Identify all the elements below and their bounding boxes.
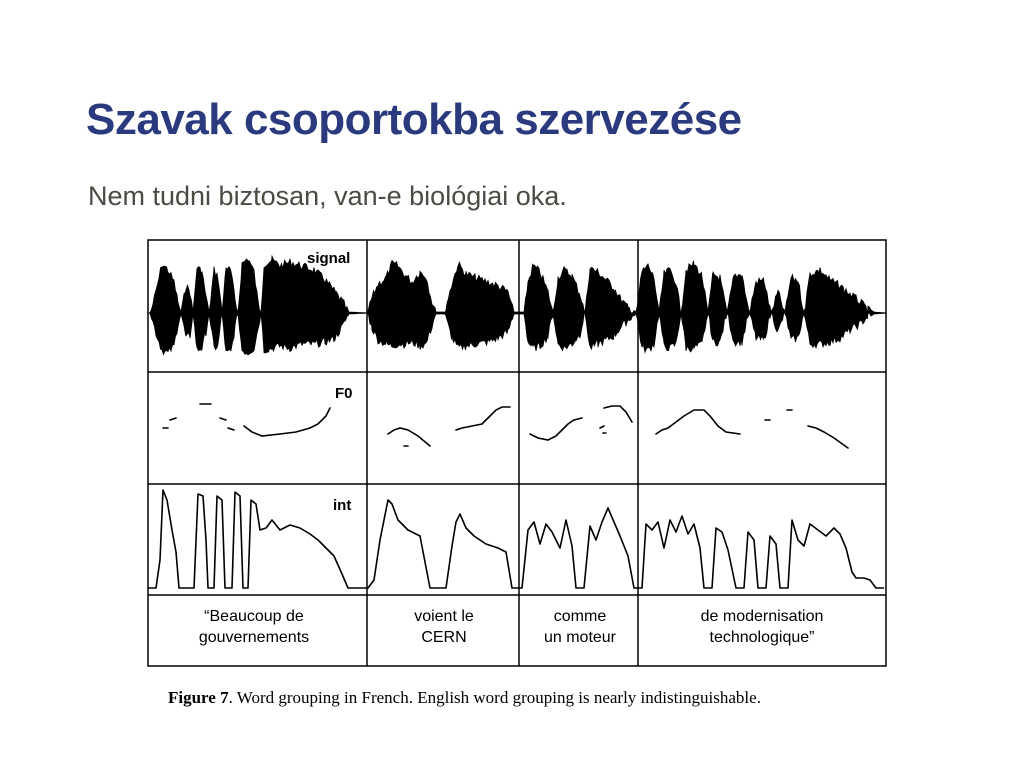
signal-waveform (150, 256, 885, 355)
f0-contour-segment (170, 418, 176, 420)
figure-caption (168, 688, 761, 708)
signal-row-label: signal (307, 250, 351, 267)
slide-title: Szavak csoportokba szervezése (86, 95, 742, 144)
intensity-curve (148, 490, 884, 588)
phrase-2-line-2: CERN (421, 629, 467, 646)
phrase-cell-3 (544, 608, 617, 646)
phrase-2-line-1: voient le (414, 608, 474, 625)
int-row-label: int (333, 497, 352, 514)
f0-contour-segment (228, 428, 234, 430)
f0-contour-segment (530, 418, 582, 440)
phrase-cell-4 (701, 608, 824, 646)
f0-contour-segment (604, 406, 632, 422)
f0-contour-segment (220, 418, 226, 420)
phrase-4-line-2: technologique” (709, 629, 815, 646)
phrase-3-line-2: un moteur (543, 629, 617, 646)
phrase-cell-1 (199, 608, 309, 646)
f0-contour-segment (808, 426, 848, 448)
phrase-4-line-1: de modernisation (700, 608, 824, 625)
phrase-1-line-1: “Beaucoup de (204, 608, 304, 625)
phrase-1-line-2: gouvernements (198, 629, 310, 646)
f0-pitch-contour (163, 404, 848, 448)
f0-contour-segment (456, 407, 510, 430)
f0-contour-segment (656, 410, 740, 434)
phrase-3-line-1: comme (553, 608, 607, 625)
f0-row-label: F0 (335, 385, 353, 402)
figure-caption-label: Figure 7 (168, 688, 229, 707)
phrase-cell-2 (414, 608, 474, 646)
f0-contour-segment (388, 428, 430, 446)
f0-contour-segment (244, 408, 330, 436)
slide-subtitle: Nem tudni biztosan, van-e biológiai oka. (88, 181, 567, 211)
f0-contour-segment (600, 426, 604, 428)
figure-caption-text: . Word grouping in French. English word grouping is nearly indistinguishable. (228, 688, 761, 707)
